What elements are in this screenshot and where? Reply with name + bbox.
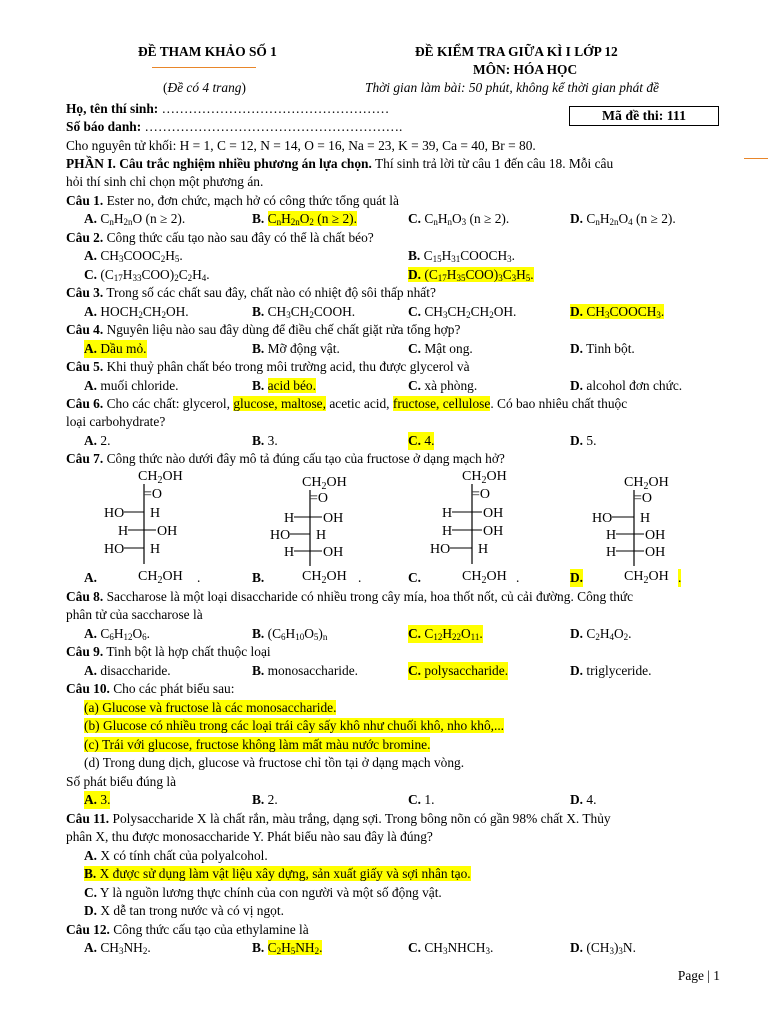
option-d: D. Tinh bột.	[570, 341, 635, 356]
svg-text:H: H	[606, 528, 617, 543]
svg-text:CH2OH: $CH_2OH$	[624, 475, 669, 492]
option-c: C. $(C_{17}H_{33}COO)_2C_2H_4$.	[84, 267, 210, 283]
option-b: B.	[252, 570, 265, 585]
option-c: C. polysaccharide.	[408, 663, 509, 678]
option-c: C. xà phòng.	[408, 378, 478, 393]
option-d: D. $CH_3COOCH_3$.	[570, 304, 665, 320]
svg-text:HO: HO	[270, 528, 291, 543]
fructose-structure-a	[100, 466, 210, 584]
option-b: B. acid béo.	[252, 378, 316, 393]
question-6: Câu 6. Cho các chất: glycerol, glucose, maltose, acetic acid, fructose, cellulose. Có bao nhiêu chất thuộc	[66, 396, 628, 411]
statement-c: (c) Trái với glucose, fructose không làm mất màu nước bromine.	[84, 737, 431, 752]
time-note: Thời gian làm bài: 50 phút, không kể thời gian phát đề	[365, 80, 659, 95]
student-id-line: Số báo danh: ………………………………………………….	[66, 119, 403, 134]
svg-text:CH2OH: $CH_2OH$	[462, 469, 507, 486]
option-a: A. $CH_3COOC_2H_5$.	[84, 248, 183, 264]
option-d: D. $(C_{17}H_{35}COO)_3C_3H_5$.	[408, 267, 534, 283]
margin-mark	[744, 158, 768, 159]
svg-text:OH: OH	[483, 506, 504, 521]
option-d: D. 4.	[570, 792, 597, 807]
exam-code-box: Mã đề thi: 111	[569, 106, 719, 126]
header-right-title: ĐỀ KIỂM TRA GIỮA KÌ I LỚP 12	[415, 44, 618, 59]
option-b: B. Mỡ động vật.	[252, 341, 340, 356]
fructose-structure-b	[270, 466, 380, 584]
svg-text:HO: HO	[104, 506, 125, 521]
question-4: Câu 4. Nguyên liệu nào sau đây dùng để điều chế chất giặt rửa tổng hợp?	[66, 322, 461, 337]
svg-text:CH2OH: $CH_2OH$	[302, 475, 347, 492]
question-5: Câu 5. Khi thuỷ phân chất béo trong môi trường acid, thu được glycerol và	[66, 359, 470, 374]
svg-text:H: H	[118, 524, 129, 539]
svg-text:H: H	[284, 511, 295, 526]
option-d: D.	[570, 570, 584, 585]
question-11-line2: phân X, thu được monosaccharide Y. Phát biểu nào sau đây là đúng?	[66, 829, 433, 844]
svg-text:H: H	[606, 545, 617, 560]
svg-text:OH: OH	[483, 524, 504, 539]
option-a: A. 3.	[84, 792, 111, 807]
option-c: C. $C_{12}H_{22}O_{11}$.	[408, 626, 483, 642]
option-a: A. $C_6H_{12}O_6$.	[84, 626, 151, 642]
statement-d: (d) Trong dung dịch, glucose và fructose chỉ tồn tại ở dạng mạch vòng.	[84, 755, 465, 770]
option-d: D. 5.	[570, 433, 597, 448]
header-underline	[152, 67, 256, 68]
option-a: A. $CH_3NH_2$.	[84, 940, 151, 956]
option-c: C. 4.	[408, 433, 435, 448]
option-b: B. $(C_6H_{10}O_5)_n$	[252, 626, 328, 642]
option-b: B. 3.	[252, 433, 278, 448]
svg-text:HO: HO	[430, 542, 451, 557]
option-c: C.	[408, 570, 422, 585]
svg-text:CH2OH: $CH_2OH$	[302, 569, 347, 584]
option-c: C. Mật ong.	[408, 341, 473, 356]
question-3: Câu 3. Trong số các chất sau đây, chất nào có nhiệt độ sôi thấp nhất?	[66, 285, 436, 300]
svg-text:H: H	[442, 506, 453, 521]
page-number: Page | 1	[677, 968, 720, 983]
option-c: C. Y là nguồn lương thực chính của con người và một số động vật.	[84, 885, 442, 900]
option-c: C. $CH_3NHCH_3$.	[408, 940, 494, 956]
question-8: Câu 8. Saccharose là một loại disaccharide có nhiều trong cây mía, hoa thốt nốt, củ cải đường. Công thức	[66, 589, 634, 604]
svg-text:H: H	[640, 511, 651, 526]
svg-text:H: H	[316, 528, 327, 543]
question-6-line2: loại carbohydrate?	[66, 414, 166, 429]
option-d: D. triglyceride.	[570, 663, 652, 678]
svg-text:=O: =O	[144, 487, 163, 502]
svg-text:HO: HO	[592, 511, 613, 526]
option-b: B. $C_nH_{2n}O_2$ (n ≥ 2).	[252, 211, 357, 227]
question-10-ask: Số phát biểu đúng là	[66, 774, 177, 789]
option-b: B. 2.	[252, 792, 278, 807]
svg-text:H: H	[150, 506, 161, 521]
option-a: A. 2.	[84, 433, 111, 448]
option-d: D. X dễ tan trong nước và có vị ngọt.	[84, 903, 284, 918]
question-7: Câu 7. Công thức nào dưới đây mô tả đúng cấu tạo của fructose ở dạng mạch hở?	[66, 451, 505, 466]
option-c: C. $CH_3CH_2CH_2OH$.	[408, 304, 517, 320]
svg-text:OH: OH	[323, 545, 344, 560]
question-12: Câu 12. Công thức cấu tạo của ethylamine là	[66, 922, 309, 937]
svg-text:OH: OH	[323, 511, 344, 526]
option-d: D. $C_2H_4O_2$.	[570, 626, 632, 642]
question-11: Câu 11. Polysaccharide X là chất rắn, màu trắng, dạng sợi. Trong bông nõn có gần 98% chất X. Thủy	[66, 811, 611, 826]
part1-heading: PHẦN I. Câu trắc nghiệm nhiều phương án lựa chọn. Thí sinh trả lời từ câu 1 đến câu 18. Mỗi câu	[66, 156, 614, 171]
option-d: D. $(CH_3)_3N$.	[570, 940, 636, 956]
student-name-line: Họ, tên thí sinh: ……………………………………………	[66, 101, 390, 116]
fructose-structure-d	[590, 466, 700, 584]
svg-text:H: H	[478, 542, 489, 557]
option-a: A. muối chloride.	[84, 378, 179, 393]
option-c: C. $C_nH_nO_3$ (n ≥ 2).	[408, 211, 510, 227]
page-count-note: (Đề có 4 trang)	[163, 80, 246, 95]
svg-text:HO: HO	[104, 542, 125, 557]
option-a: A. $HOCH_2CH_2OH$.	[84, 304, 189, 320]
option-a: A. Dầu mỏ.	[84, 341, 147, 356]
svg-text:=O: =O	[472, 487, 491, 502]
option-c: C. 1.	[408, 792, 435, 807]
svg-text:OH: OH	[645, 528, 666, 543]
option-d: D. $C_nH_{2n}O_4$ (n ≥ 2).	[570, 211, 676, 227]
svg-text:H: H	[442, 524, 453, 539]
option-b: B. $CH_3CH_2COOH$.	[252, 304, 356, 320]
svg-text:H: H	[150, 542, 161, 557]
question-2: Câu 2. Công thức cấu tạo nào sau đây có thể là chất béo?	[66, 230, 374, 245]
question-8-line2: phân tử của saccharose là	[66, 607, 203, 622]
question-1: Câu 1. Ester no, đơn chức, mạch hở có công thức tổng quát là	[66, 193, 399, 208]
option-b: B. monosaccharide.	[252, 663, 358, 678]
option-b: B. X được sử dụng làm vật liệu xây dựng, sản xuất giấy và sợi nhân tạo.	[84, 866, 471, 881]
svg-text:CH2OH: $CH_2OH$	[138, 569, 183, 584]
svg-text:H: H	[284, 545, 295, 560]
part1-instruction: hỏi thí sinh chỉ chọn một phương án.	[66, 174, 264, 189]
option-a: A. disaccharide.	[84, 663, 171, 678]
svg-text:OH: OH	[645, 545, 666, 560]
svg-text:CH2OH: $CH_2OH$	[462, 569, 507, 584]
option-d: D. alcohol đơn chức.	[570, 378, 683, 393]
svg-text:CH2OH: $CH_2OH$	[624, 569, 669, 584]
header-left-title: ĐỀ THAM KHẢO SỐ 1	[138, 44, 277, 59]
svg-text:=O: =O	[310, 491, 329, 506]
option-b: B. $C_2H_5NH_2$.	[252, 940, 323, 956]
subject-title: MÔN: HÓA HỌC	[473, 62, 578, 77]
statement-b: (b) Glucose có nhiều trong các loại trái cây sấy khô như chuối khô, nho khô,...	[84, 718, 505, 733]
question-9: Câu 9. Tinh bột là hợp chất thuộc loại	[66, 644, 271, 659]
option-a: A. X có tính chất của polyalcohol.	[84, 848, 268, 863]
option-b: B. $C_{15}H_{31}COOCH_3$.	[408, 248, 515, 264]
svg-text:CH2OH: $CH_2OH$	[138, 469, 183, 486]
option-a: A.	[84, 570, 98, 585]
svg-text:OH: OH	[157, 524, 178, 539]
question-10: Câu 10. Cho các phát biểu sau:	[66, 681, 235, 696]
atomic-mass: Cho nguyên tử khối: H = 1, C = 12, N = 14, O = 16, Na = 23, K = 39, Ca = 40, Br = 80.	[66, 138, 536, 153]
fructose-structure-c	[428, 466, 538, 584]
option-a: A. $C_nH_{2n}O$ (n ≥ 2).	[84, 211, 186, 227]
statement-a: (a) Glucose và fructose là các monosaccharide.	[84, 700, 337, 715]
svg-text:=O: =O	[634, 491, 653, 506]
